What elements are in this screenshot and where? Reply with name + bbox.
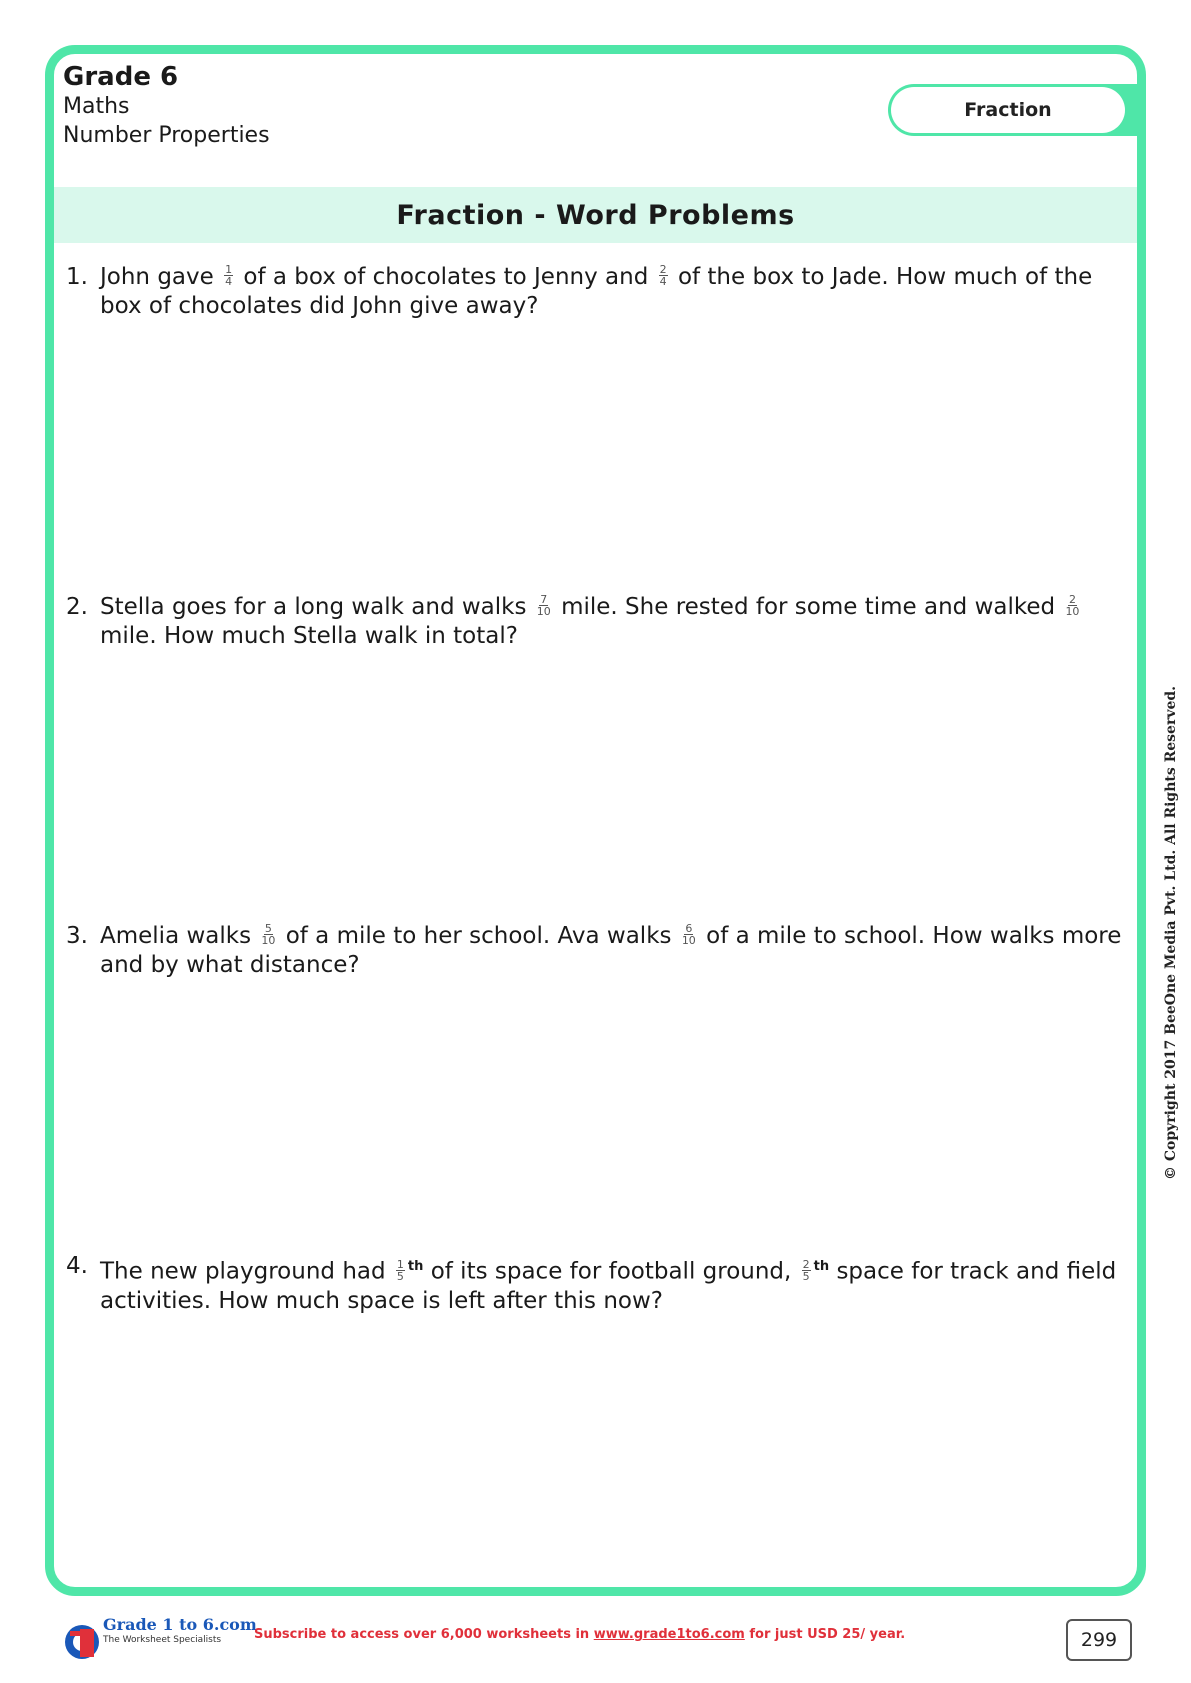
subscribe-price-text: for just USD 25/ year.: [749, 1627, 906, 1642]
question-number: 4.: [66, 1253, 88, 1279]
fraction-numerator: 1: [225, 263, 233, 276]
page-number: 299: [1066, 1619, 1132, 1661]
logo-name: Grade 1 to 6.com: [103, 1615, 257, 1634]
fraction: [682, 923, 696, 946]
question-text-part: mile. She rested for some time and walked: [561, 594, 1056, 620]
worksheet-title: Fraction - Word Problems: [54, 187, 1137, 243]
copyright-notice: © Copyright 2017 BeeOne Media Pvt. Ltd. All Rights Reserved.: [1163, 685, 1179, 1180]
question-text: [100, 922, 1126, 980]
topic-tab-label: Fraction: [891, 87, 1125, 133]
logo-tagline: The Worksheet Specialists: [103, 1635, 222, 1645]
question-number: 1.: [66, 264, 88, 290]
question-number: 2.: [66, 594, 88, 620]
question-3: [66, 922, 1126, 980]
question-text: [100, 263, 1126, 321]
fraction: [1065, 594, 1079, 617]
question-text-part: of a mile to her school. Ava walks: [285, 923, 672, 949]
fraction: [224, 264, 233, 287]
fraction-numerator: 2: [802, 1257, 810, 1271]
question-text-part: Amelia walks: [100, 923, 252, 949]
question-2: [66, 593, 1126, 651]
question-text-part: of the box to Jade. How much of the box of chocolates did John give away?: [100, 264, 1093, 319]
fraction-denominator: 5: [396, 1269, 404, 1283]
question-text-part: John gave: [100, 264, 214, 290]
question-text-part: Stella goes for a long walk and walks: [100, 594, 527, 620]
website-link[interactable]: www.grade1to6.com: [593, 1627, 745, 1642]
question-number: 3.: [66, 923, 88, 949]
question-text-part: mile. How much Stella walk in total?: [100, 623, 518, 649]
question-1: [66, 263, 1126, 321]
fraction-denominator: 5: [802, 1269, 810, 1283]
fraction-denominator: 4: [659, 275, 667, 288]
topic-tab: [888, 84, 1144, 136]
fraction-denominator: 4: [225, 275, 233, 288]
fraction: [396, 1259, 405, 1282]
question-text-part: space for track and field activities. How much space is left after this now?: [100, 1258, 1117, 1314]
ordinal-suffix: th: [813, 1259, 830, 1274]
grade-label: Grade 6: [63, 62, 179, 92]
logo-text: [103, 1617, 257, 1645]
fraction-denominator: 10: [261, 934, 276, 947]
subscribe-message: [254, 1627, 905, 1642]
fraction-denominator: 10: [1065, 605, 1080, 618]
question-text-part: The new playground had: [100, 1258, 386, 1285]
fraction-numerator: 2: [659, 263, 667, 276]
question-text: [100, 593, 1126, 651]
question-text: [100, 1252, 1126, 1316]
question-text-part: of a mile to school. How walks more and by what distance?: [100, 923, 1122, 978]
fraction-denominator: 10: [681, 934, 696, 947]
fraction: [802, 1259, 811, 1282]
fraction-numerator: 5: [264, 922, 272, 935]
fraction-numerator: 6: [685, 922, 693, 935]
fraction-numerator: 7: [540, 593, 548, 606]
question-text-part: of its space for football ground,: [430, 1258, 792, 1285]
question-text-part: of a box of chocolates to Jenny and: [243, 264, 649, 290]
fraction-numerator: 1: [396, 1257, 404, 1271]
ordinal-suffix: th: [407, 1259, 424, 1274]
subject-label: Maths: [63, 94, 130, 119]
fraction: [537, 594, 551, 617]
header-block: [63, 64, 270, 147]
subscribe-text: Subscribe to access over 6,000 worksheets in: [254, 1627, 590, 1642]
question-4: [66, 1252, 1126, 1316]
fraction: [261, 923, 275, 946]
topic-label: Number Properties: [63, 123, 270, 148]
fraction-numerator: 2: [1068, 593, 1076, 606]
fraction-denominator: 10: [536, 605, 551, 618]
fraction: [659, 264, 668, 287]
